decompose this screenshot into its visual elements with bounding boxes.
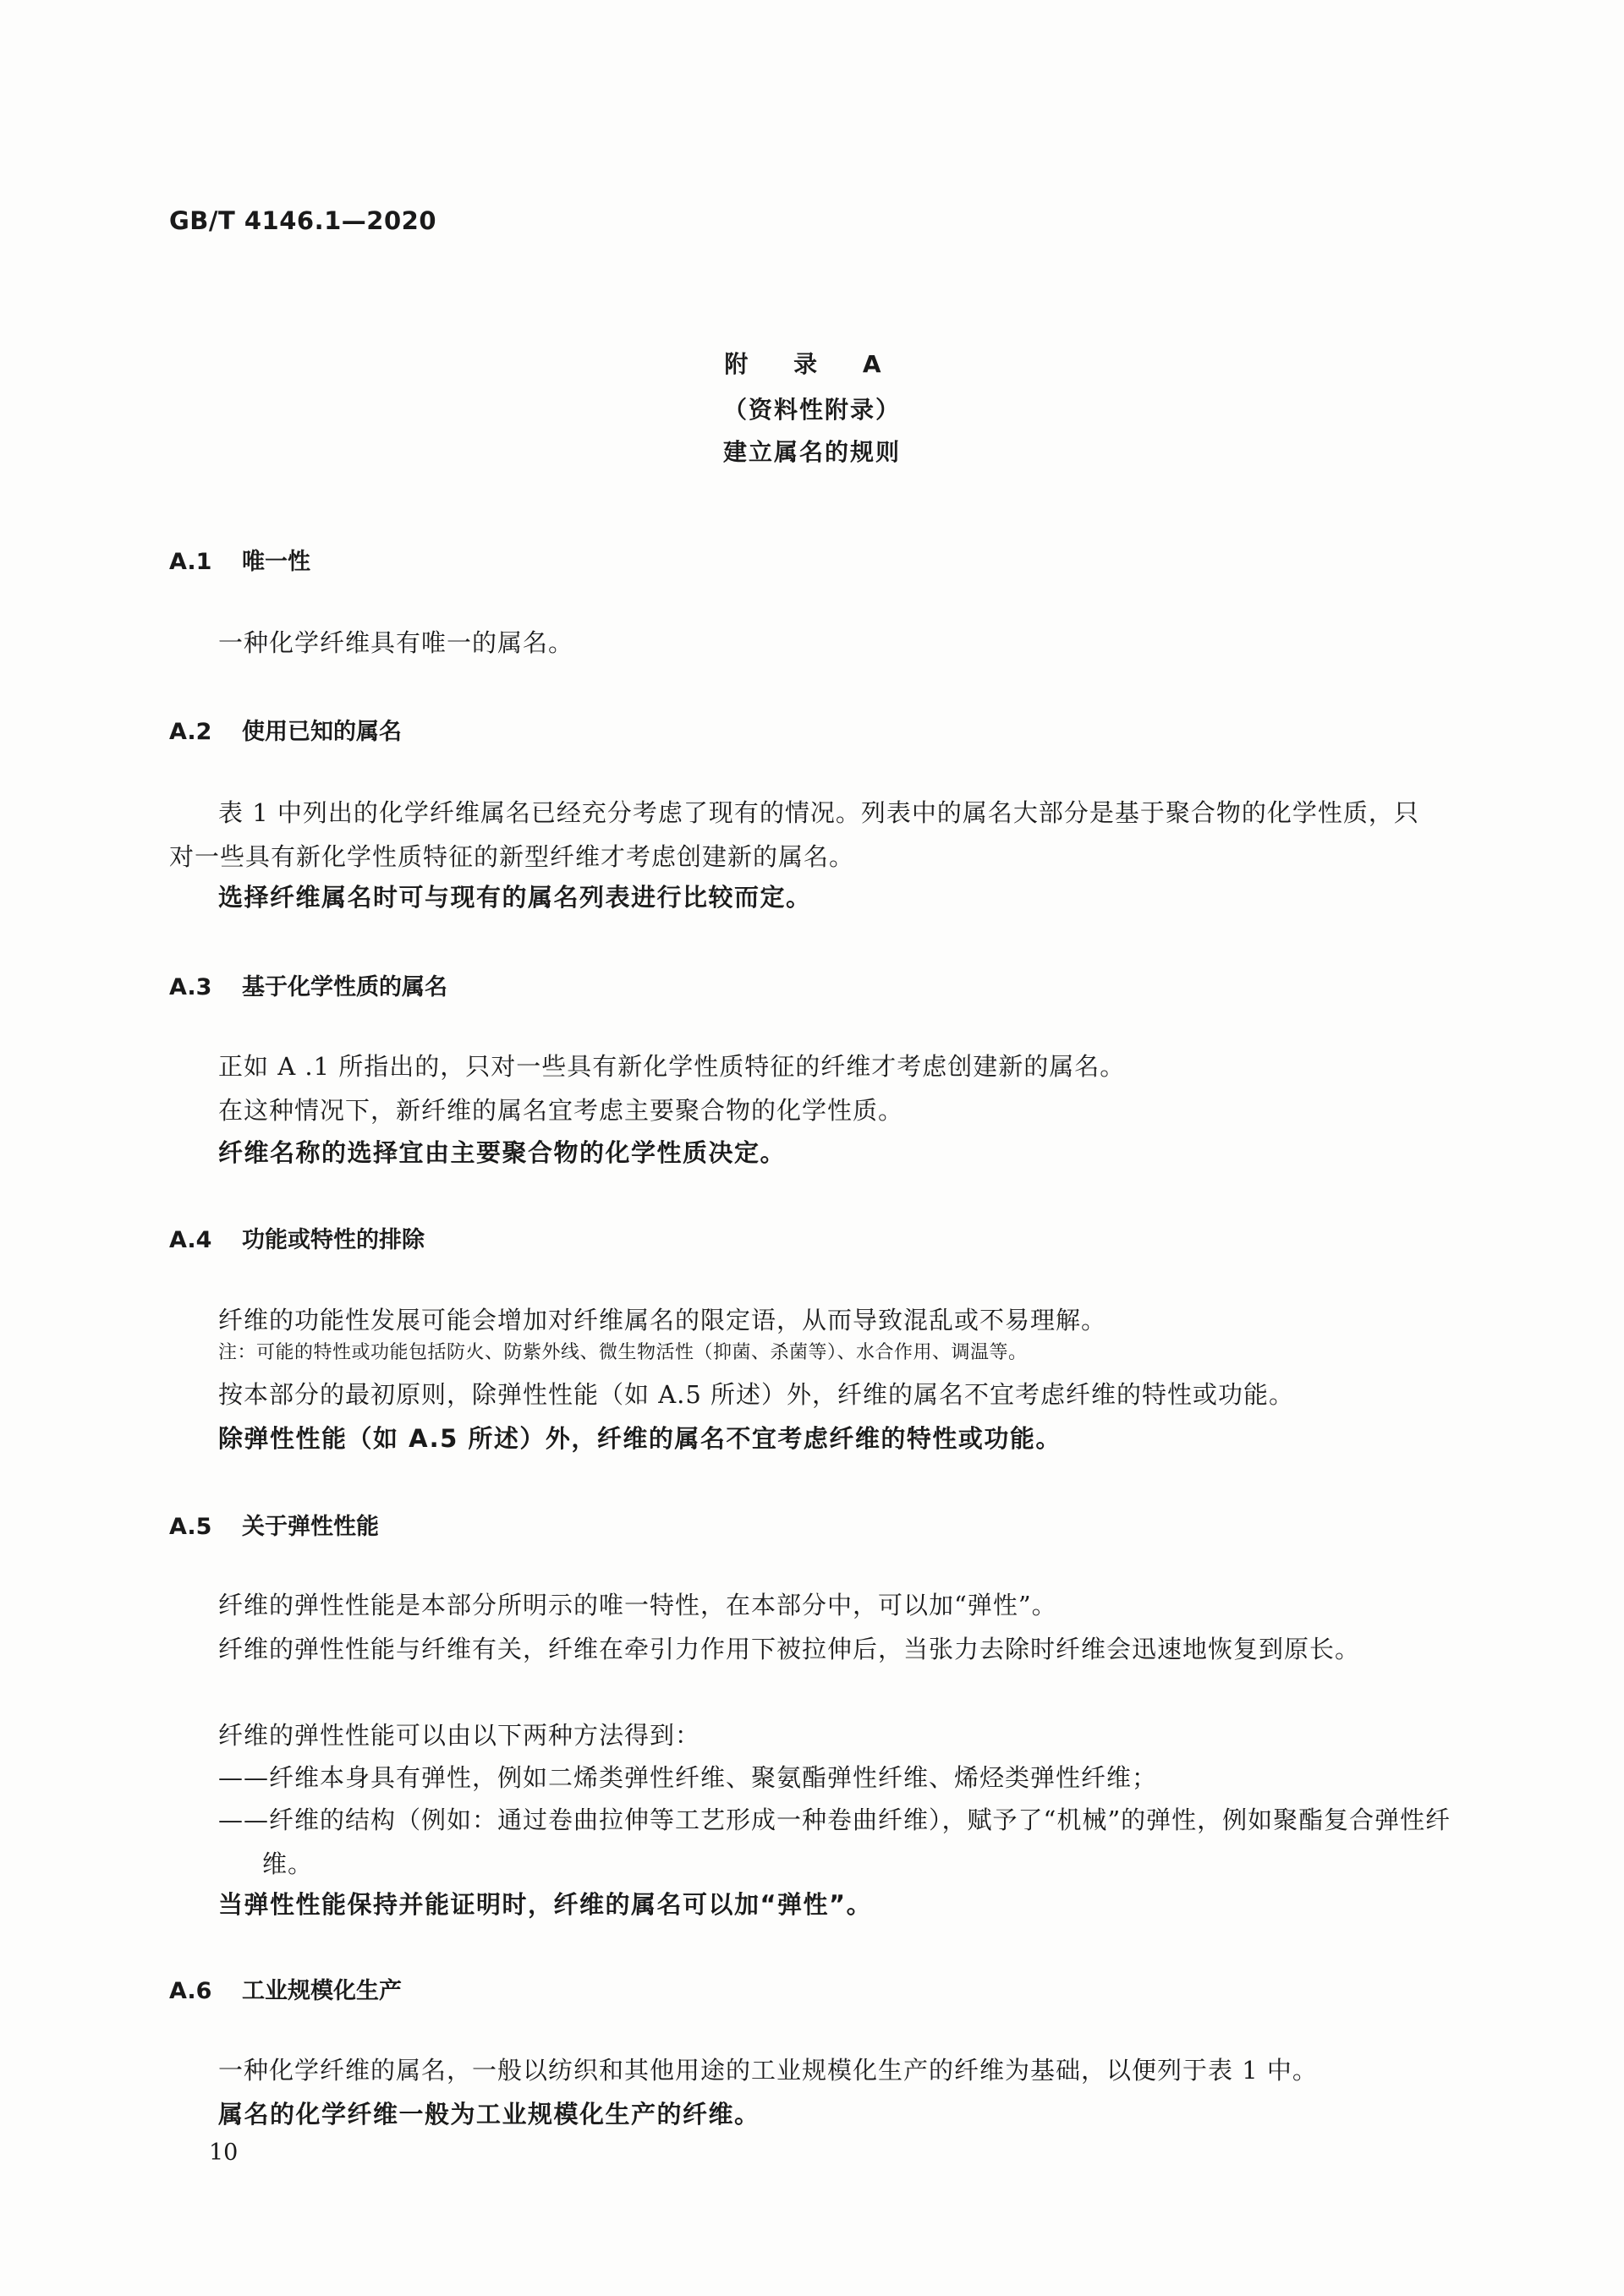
paragraph: 纤维的弹性性能可以由以下两种方法得到： [218,1721,701,1750]
note: 注：可能的特性或功能包括防火、防紫外线、微生物活性（抑菌、杀菌等）、水合作用、调温等。 [218,1342,1028,1363]
paragraph: 纤维的弹性性能与纤维有关，纤维在牵引力作用下被拉伸后，当张力去除时纤维会迅速地恢复到原长。 [218,1635,1361,1663]
appendix-title: 附 录 A [724,350,900,378]
section-heading-a5 [169,1508,379,1541]
section-heading-a2 [169,713,402,746]
list-item: ——纤维本身具有弹性，例如二烯类弹性纤维、聚氨酯弹性纤维、烯烃类弹性纤维； [218,1763,1158,1792]
paragraph-bold: 除弹性性能（如 A.5 所述）外，纤维的属名不宜考虑纤维的特性或功能。 [218,1424,1062,1453]
paragraph: 一种化学纤维的属名，一般以纺织和其他用途的工业规模化生产的纤维为基础，以便列于表 1 中。 [218,2056,1318,2085]
appendix-type: （资料性附录） [722,396,901,424]
section-number: A.4 [169,1227,212,1253]
appendix-subtitle: 建立属名的规则 [722,438,901,466]
section-heading-a6 [169,1972,402,2005]
section-heading-a3 [169,968,447,1001]
paragraph: 在这种情况下，新纤维的属名宜考虑主要聚合物的化学性质。 [218,1096,904,1125]
section-title: 功能或特性的排除 [242,1227,425,1253]
paragraph-bold: 当弹性性能保持并能证明时，纤维的属名可以加“弹性”。 [218,1890,873,1919]
section-title: 使用已知的属名 [242,719,402,745]
section-title: 唯一性 [242,549,310,575]
section-number: A.2 [169,719,212,745]
section-heading-a4 [169,1221,425,1254]
paragraph: 纤维的功能性发展可能会增加对纤维属名的限定语，从而导致混乱或不易理解。 [218,1306,1107,1334]
page-number: 10 [209,2140,239,2166]
paragraph: 一种化学纤维具有唯一的属名。 [218,628,574,657]
section-title: 工业规模化生产 [242,1978,402,2004]
paragraph: 纤维的弹性性能是本部分所明示的唯一特性，在本部分中，可以加“弹性”。 [218,1591,1057,1619]
section-title: 关于弹性性能 [242,1514,379,1540]
paragraph-bold: 选择纤维属名时可与现有的属名列表进行比较而定。 [218,883,812,912]
section-title: 基于化学性质的属名 [242,974,447,1000]
list-item: ——纤维的结构（例如：通过卷曲拉伸等工艺形成一种卷曲纤维），赋予了“机械”的弹性，例如聚酯复合弹性纤维。 [218,1806,1451,1878]
paragraph: 按本部分的最初原则，除弹性性能（如 A.5 所述）外，纤维的属名不宜考虑纤维的特性或功能。 [218,1380,1295,1409]
section-heading-a1 [169,543,310,576]
section-number: A.5 [169,1514,212,1540]
section-number: A.3 [169,974,212,1000]
paragraph: 正如 A .1 所指出的，只对一些具有新化学性质特征的纤维才考虑创建新的属名。 [218,1052,1126,1081]
paragraph: 表 1 中列出的化学纤维属名已经充分考虑了现有的情况。列表中的属名大部分是基于聚合物的化学性质，只对一些具有新化学性质特征的新型纤维才考虑创建新的属名。 [169,798,1419,871]
paragraph-bold: 属名的化学纤维一般为工业规模化生产的纤维。 [218,2100,760,2129]
paragraph-bold: 纤维名称的选择宜由主要聚合物的化学性质决定。 [218,1138,787,1167]
standard-code: GB/T 4146.1—2020 [169,206,436,235]
section-number: A.6 [169,1978,212,2004]
section-number: A.1 [169,549,212,575]
